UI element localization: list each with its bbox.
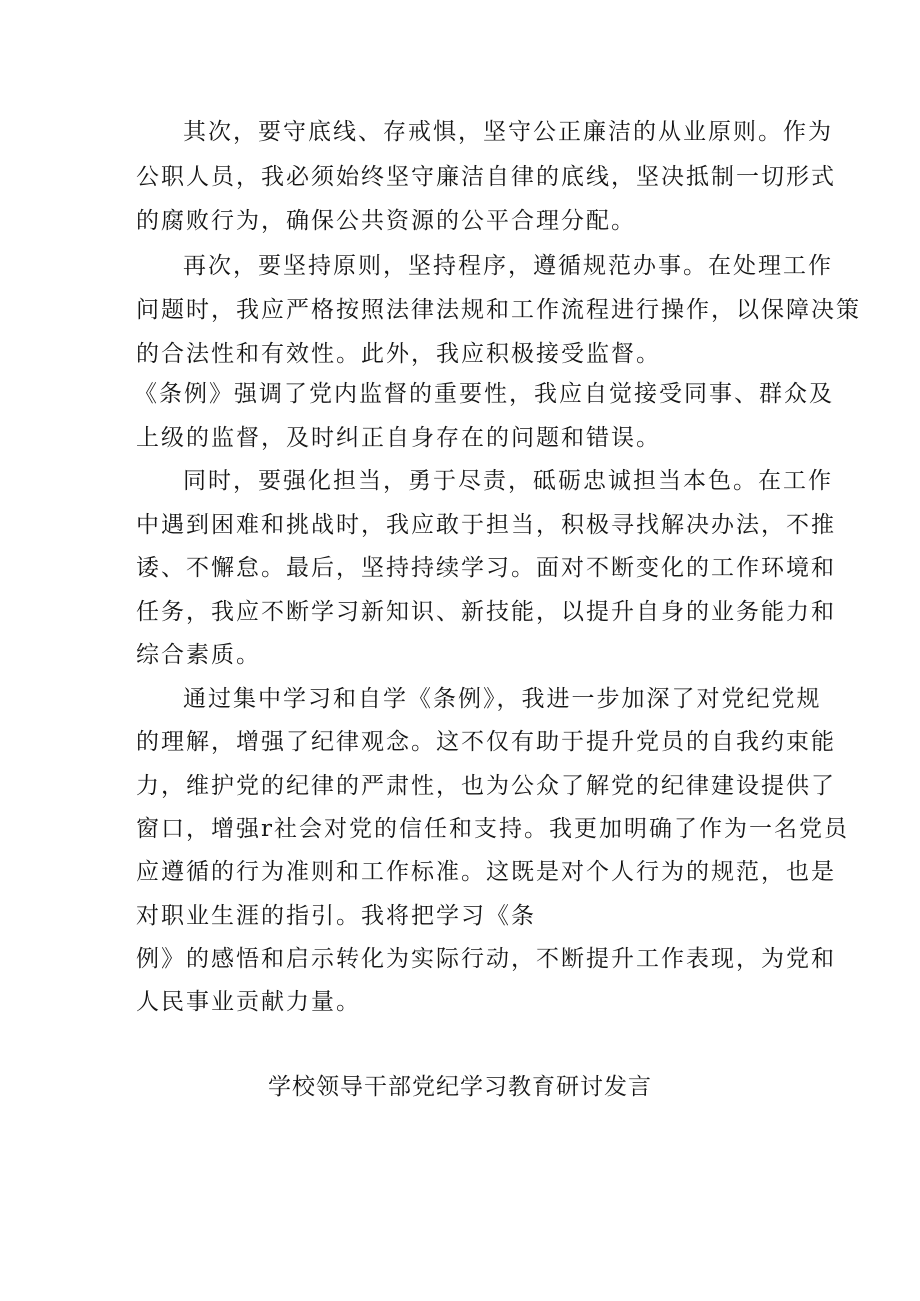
paragraph-line: 综合素质。 <box>136 642 261 668</box>
paragraph-line: 窗口，增强r社会对党的信任和支持。我更加明确了作为一名党员 <box>136 816 849 842</box>
paragraph-line: 的合法性和有效性。此外，我应积极接受监督。 <box>136 341 661 367</box>
paragraph-line: 中遇到困难和挑战时，我应敢于担当，积极寻找解决办法，不推 <box>136 512 836 538</box>
paragraph-line: 任务，我应不断学习新知识、新技能，以提升自身的业务能力和 <box>136 599 836 625</box>
paragraph-line: 应遵循的行为准则和工作标准。这既是对个人行为的规范，也是 <box>136 859 836 885</box>
paragraph-line: 的理解，增强了纪律观念。这不仅有助于提升党员的自我约束能 <box>136 729 836 755</box>
paragraph-line: 公职人员，我必须始终坚守廉洁自律的底线，坚决抵制一切形式 <box>136 164 836 190</box>
paragraph-line: 再次，要坚持原则，坚持程序，遵循规范办事。在处理工作 <box>183 253 833 279</box>
paragraph-line: 诿、不懈怠。最后，坚持持续学习。面对不断变化的工作环境和 <box>136 555 836 581</box>
paragraph-line: 对职业生涯的指引。我将把学习《条 <box>136 903 536 929</box>
paragraph-line: 力，维护党的纪律的严肃性，也为公众了解党的纪律建设提供了 <box>136 773 836 799</box>
paragraph-line: 问题时，我应严格按照法律法规和工作流程进行操作，以保障决策 <box>136 297 861 323</box>
paragraph-line: 其次，要守底线、存戒惧，坚守公正廉洁的从业原则。作为 <box>183 119 833 145</box>
paragraph-line: 同时，要强化担当，勇于尽责，砥砺忠诚担当本色。在工作 <box>183 468 833 494</box>
section-title: 学校领导干部党纪学习教育研讨发言 <box>268 1074 652 1100</box>
paragraph-line: 例》的感悟和启示转化为实际行动，不断提升工作表现，为党和 <box>136 946 836 972</box>
paragraph-line: 《条例》强调了党内监督的重要性，我应自觉接受同事、群众及 <box>134 381 834 407</box>
paragraph-line: 通过集中学习和自学《条例》，我进一步加深了对党纪党规 <box>183 686 822 712</box>
paragraph-line: 上级的监督，及时纠正自身存在的问题和错误。 <box>136 425 661 451</box>
paragraph-line: 人民事业贡献力量。 <box>136 989 361 1015</box>
paragraph-line: 的腐败行为，确保公共资源的公平合理分配。 <box>136 208 636 234</box>
